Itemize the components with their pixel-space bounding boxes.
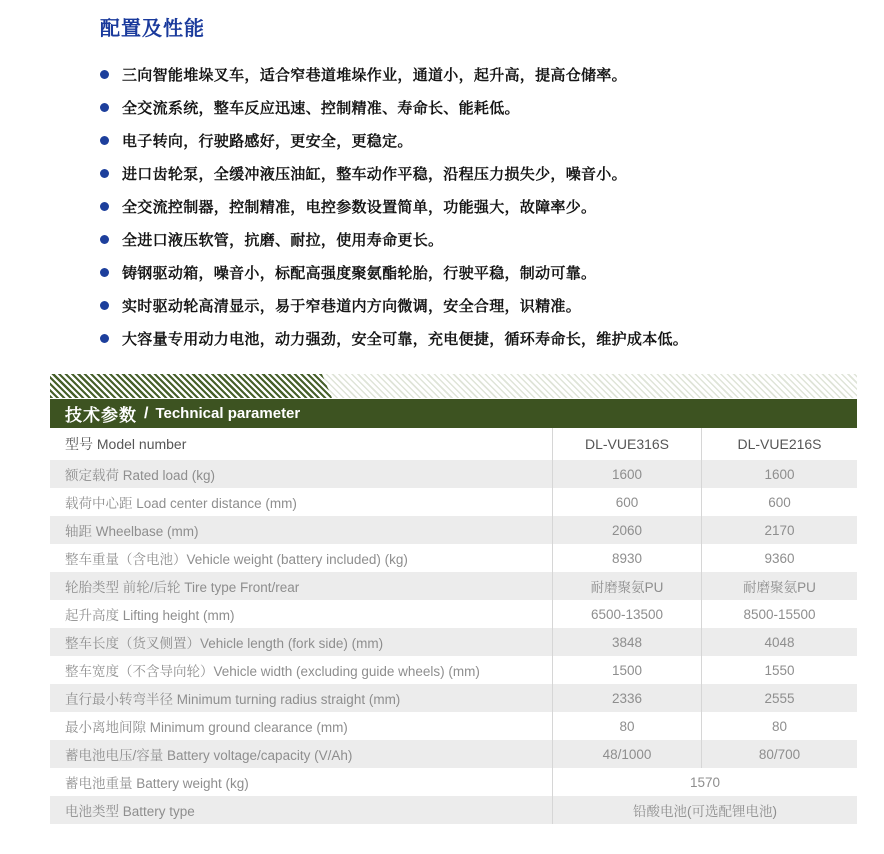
table-row — [50, 488, 857, 516]
table-row — [50, 712, 857, 740]
spec-value-model2: 9360 — [764, 550, 795, 566]
feature-text: 全进口液压软管，抗磨、耐拉，使用寿命更长。 — [122, 232, 444, 249]
bullet-icon — [100, 334, 109, 343]
bullet-icon — [100, 136, 109, 145]
feature-text: 进口齿轮泵，全缓冲液压油缸，整车动作平稳，沿程压力损失少，噪音小。 — [122, 166, 627, 183]
feature-text: 电子转向，行驶路感好，更安全，更稳定。 — [122, 133, 413, 150]
spec-label: 蓄电池重量 Battery weight (kg) — [50, 768, 553, 796]
stripes-dark-segment — [50, 374, 350, 398]
table-row — [50, 768, 857, 796]
feature-text: 铸钢驱动箱，噪音小，标配高强度聚氨酯轮胎，行驶平稳，制动可靠。 — [122, 265, 597, 282]
table-row — [50, 460, 857, 488]
feature-item — [100, 91, 884, 124]
spec-label: 额定载荷 Rated load (kg) — [50, 460, 553, 488]
feature-text: 全交流系统，整车反应迅速、控制精准、寿命长、能耗低。 — [122, 100, 520, 117]
feature-item — [100, 58, 884, 91]
feature-text: 实时驱动轮高清显示，易于窄巷道内方向微调，安全合理，识精准。 — [122, 298, 582, 315]
spec-label: 起升高度 Lifting height (mm) — [50, 600, 553, 628]
bullet-icon — [100, 70, 109, 79]
spec-value-model2: 8500-15500 — [743, 606, 816, 622]
table-row — [50, 600, 857, 628]
spec-label: 最小离地间隙 Minimum ground clearance (mm) — [50, 712, 553, 740]
spec-label: 轴距 Wheelbase (mm) — [50, 516, 553, 544]
features-section — [0, 0, 884, 355]
spec-value-model1: 2060 — [553, 516, 702, 544]
spec-table — [50, 428, 857, 824]
spec-value-model2: 1600 — [764, 466, 795, 482]
spec-value-model2: 600 — [768, 494, 791, 510]
spec-label: 整车长度（货叉侧置）Vehicle length (fork side) (mm) — [50, 628, 553, 656]
spec-value-model1: 80 — [553, 712, 702, 740]
spec-label: 整车重量（含电池）Vehicle weight (battery included) (kg) — [50, 544, 553, 572]
spec-value-model2: 2170 — [764, 522, 795, 538]
technical-title-cn: 技术参数 — [65, 406, 137, 425]
spec-label: 轮胎类型 前轮/后轮 Tire type Front/rear — [50, 572, 553, 600]
table-row — [50, 796, 857, 824]
table-row — [50, 572, 857, 600]
spec-value-model2: 80 — [771, 718, 788, 734]
spec-value-model1: 1600 — [553, 460, 702, 488]
table-row — [50, 628, 857, 656]
table-row — [50, 740, 857, 768]
spec-label: 直行最小转弯半径 Minimum turning radius straight (mm) — [50, 684, 553, 712]
bullet-icon — [100, 235, 109, 244]
feature-item — [100, 190, 884, 223]
model2-header: DL-VUE216S — [737, 436, 822, 452]
spec-value-model2: 1550 — [764, 662, 795, 678]
spec-value-model2: 耐磨聚氨PU — [743, 580, 816, 595]
spec-label: 载荷中心距 Load center distance (mm) — [50, 488, 553, 516]
feature-item — [100, 322, 884, 355]
technical-header-bar — [50, 399, 857, 428]
spec-value-model2: 80/700 — [758, 746, 801, 762]
feature-item — [100, 289, 884, 322]
feature-text: 大容量专用动力电池，动力强劲，安全可靠，充电便捷，循环寿命长，维护成本低。 — [122, 331, 689, 348]
spec-value-model1: 600 — [553, 488, 702, 516]
bullet-icon — [100, 103, 109, 112]
table-row — [50, 684, 857, 712]
spec-value-model1: 1500 — [553, 656, 702, 684]
feature-item — [100, 124, 884, 157]
feature-text: 全交流控制器，控制精准，电控参数设置简单，功能强大，故障率少。 — [122, 199, 597, 216]
spec-label: 电池类型 Battery type — [50, 796, 553, 824]
spec-value-merged: 1570 — [689, 774, 721, 790]
model-number-header: 型号 Model number — [50, 428, 553, 460]
feature-item — [100, 157, 884, 190]
bullet-icon — [100, 202, 109, 211]
spec-value-model2: 2555 — [764, 690, 795, 706]
table-row — [50, 544, 857, 572]
feature-item — [100, 223, 884, 256]
feature-item — [100, 256, 884, 289]
spec-value-model1: 48/1000 — [553, 740, 702, 768]
table-row — [50, 656, 857, 684]
bullet-icon — [100, 169, 109, 178]
spec-value-model1: 2336 — [553, 684, 702, 712]
table-row — [50, 516, 857, 544]
technical-section — [50, 374, 857, 824]
technical-title-en: Technical parameter — [155, 405, 301, 422]
spec-label: 蓄电池电压/容量 Battery voltage/capacity (V/Ah) — [50, 740, 553, 768]
feature-list — [100, 58, 884, 355]
spec-value-model1: 3848 — [553, 628, 702, 656]
bullet-icon — [100, 268, 109, 277]
bullet-icon — [100, 301, 109, 310]
stripes-decoration — [50, 374, 857, 398]
features-section-title: 配置及性能 — [100, 18, 205, 40]
spec-value-model1: 耐磨聚氨PU — [553, 572, 702, 600]
feature-text: 三向智能堆垛叉车，适合窄巷道堆垛作业，通道小，起升高，提高仓储率。 — [122, 67, 627, 84]
model1-header: DL-VUE316S — [553, 428, 702, 460]
spec-value-model1: 8930 — [553, 544, 702, 572]
spec-value-model1: 6500-13500 — [553, 600, 702, 628]
spec-value-model2: 4048 — [764, 634, 795, 650]
table-header-row — [50, 428, 857, 460]
spec-value-merged: 铅酸电池(可选配锂电池) — [633, 804, 777, 819]
technical-title-separator: / — [144, 404, 149, 422]
spec-label: 整车宽度（不含导向轮）Vehicle width (excluding guide wheels) (mm) — [50, 656, 553, 684]
